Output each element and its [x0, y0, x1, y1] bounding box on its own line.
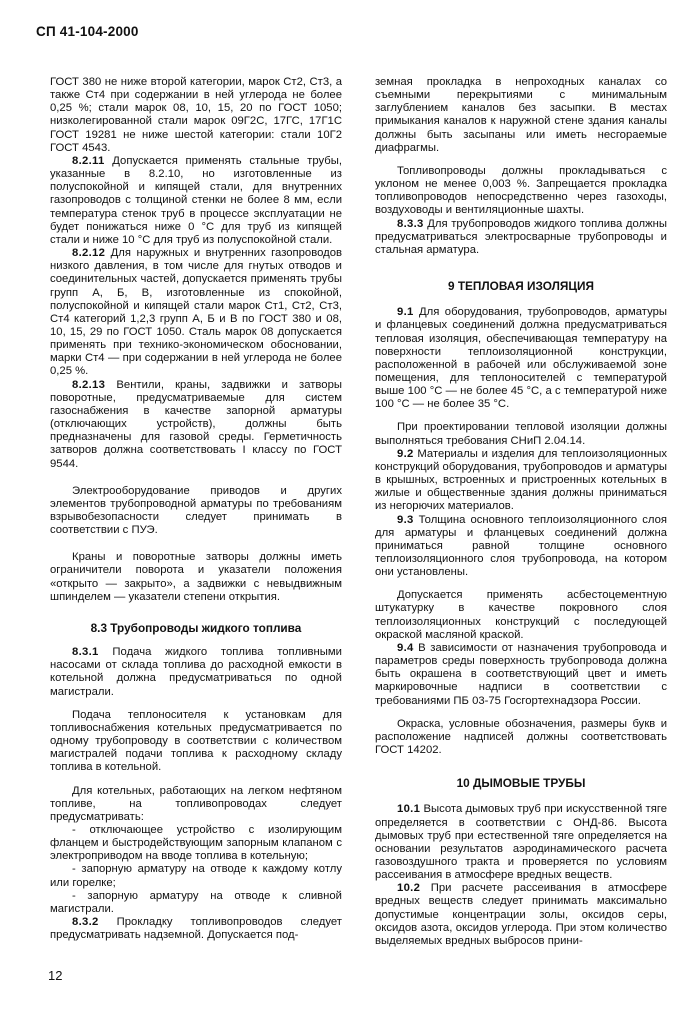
paragraph-10-2 — [375, 882, 667, 948]
page-number: 12 — [48, 968, 63, 983]
list-item: - отключающее устройство с изолирующим фланцем и быстродействующим запорным клапаном с электроприводом на вводе топлива в котельную; — [50, 823, 342, 863]
clause-number: 8.3.2 — [72, 916, 99, 929]
right-column — [375, 76, 667, 948]
clause-text: Вентили, краны, задвижки и затворы поворотные, предусматриваемые для систем газоснабжения в качестве запорной арматуры (отключающих устройств), должны быть предназначены для газовой среды. Герметичность затворов должна соответствовать I классу по ГОСТ 9544. — [50, 378, 342, 470]
paragraph-cranes: Краны и поворотные затворы должны иметь ограничители поворота и указатели положения «открыто — закрыто», а задвижки с невыдвижным шпинделем — указатели степени открытия. — [50, 551, 342, 603]
paragraph-continuation: земная прокладка в непроходных каналах со съемными перекрытиями с минимальным заглублением каналов без засыпки. В местах примыкания каналов к наружной стене здания каналы должны быть засыпаны или иметь несгораемые диафрагмы. — [375, 76, 667, 154]
clause-text: Для трубопроводов жидкого топлива должны предусматриваться электросварные трубопроводы и стальная арматура. — [375, 217, 667, 256]
paragraph-8-3-1 — [50, 646, 342, 699]
clause-text: Для наружных и внутренних газопроводов низкого давления, в том числе для гнутых отводов и соединительных частей, допускается применять трубы групп А, Б, В, изготовленные из спокойной, полуспокойной и кипящей стали марок Ст1, Ст2, Ст3, Ст4 категорий 1,2,3 групп А, Б и В по ГОСТ 380 и 08, 10, 15, 29 по ГОСТ 1050. Сталь марок 08 допускается применять при технико-экономическом обосновании, марки Ст4 — при содержании в ней углерода не более 0,25 %. — [50, 247, 342, 378]
document-code-header: СП 41-104-2000 — [36, 24, 139, 39]
paragraph-coolant-supply: Подача теплоносителя к установкам для топливоснабжения котельных предусматривается по одному трубопроводу в соответствии с количеством магистралей подачи топлива к расходному складу топлива в котельной. — [50, 708, 342, 774]
clause-text: Материалы и изделия для теплоизоляционных конструкций оборудования, трубопроводов и арматуры в крышных, встроенных и пристроенных котельных в жилые и общественные здания должны приниматься из негорючих материалов. — [375, 447, 667, 513]
clause-number: 8.3.1 — [72, 646, 99, 659]
paragraph-light-fuel: Для котельных, работающих на легком нефтяном топливе, на топливопроводах следует предусматривать: — [50, 784, 342, 823]
section-heading-9: 9 ТЕПЛОВАЯ ИЗОЛЯЦИЯ — [448, 279, 594, 294]
list-item: - запорную арматуру на отводе к сливной магистрали. — [50, 889, 342, 915]
paragraph-10-1 — [375, 803, 667, 882]
clause-text: В зависимости от назначения трубопровода и параметров среды поверхность трубопровода должна быть окрашена в соответствующий цвет и иметь маркировочные надписи в соответствии с требованиями ПБ 03-75 Госгортехнадзора России. — [375, 641, 667, 707]
clause-text: Для оборудования, трубопроводов, арматуры и фланцевых соединений должна предусматриваться тепловая изоляция, обеспечивающая температуру на поверхности теплоизоляционной конструкции, расположенной в рабочей или обслуживаемой зоне помещения, для теплоносителей с температурой выше 100 °С — не более 45 °С, а с температурой ниже 100 °С — не более 35 °С. — [375, 306, 667, 411]
clause-number: 9.2 — [397, 447, 414, 460]
paragraph-9-2 — [375, 448, 667, 514]
paragraph-9-1 — [375, 306, 667, 411]
paragraph-9-3 — [375, 514, 667, 580]
paragraph-slope: Топливопроводы должны прокладываться с уклоном не менее 0,003 %. Запрещается прокладка топливопроводов непосредственно через газоходы, воздуховоды и вентиляционные шахты. — [375, 164, 667, 217]
clause-number: 8.2.12 — [72, 247, 106, 260]
paragraph-8-2-13 — [50, 379, 342, 471]
left-column — [50, 76, 342, 942]
clause-text: Высота дымовых труб при искусственной тяге определяется в соответствии с ОНД-86. Высота дымовых труб при естественной тяге определяется на основании результатов аэродинамического расчета газовоздушного тракта и проверяется по условиям рассеивания в атмосфере вредных веществ. — [375, 803, 667, 882]
clause-text: При расчете рассеивания в атмосфере вредных веществ следует принимать максимально допустимые концентрации золы, оксидов серы, оксидов азота, оксидов углерода. При этом количество выделяемых вредных выбросов прини- — [375, 882, 667, 947]
paragraph-8-2-11 — [50, 155, 342, 247]
section-heading-10: 10 ДЫМОВЫЕ ТРУБЫ — [456, 776, 586, 791]
clause-number: 8.3.3 — [397, 217, 424, 230]
clause-text: Прокладку топливопроводов следует предусматривать надземной. Допускается под- — [50, 916, 342, 942]
list-item: - запорную арматуру на отводе к каждому котлу или горелке; — [50, 863, 342, 889]
clause-number: 8.2.11 — [72, 154, 105, 167]
clause-number: 9.4 — [397, 641, 414, 654]
paragraph-asbestos: Допускается применять асбестоцементную штукатурку в качестве покровного слоя теплоизоляционных конструкций с последующей окраской масляной краской. — [375, 589, 667, 641]
paragraph-8-3-3 — [375, 218, 667, 257]
clause-number: 10.1 — [397, 803, 421, 816]
clause-number: 9.1 — [397, 306, 414, 319]
paragraph-continuation: ГОСТ 380 не ниже второй категории, марок Ст2, Ст3, а также Ст4 при содержании в ней углерода не более 0,25 %; стали марок 08, 10, 15, 20 по ГОСТ 1050; низколегированной стали марок 09Г2С, 17ГС, 17Г1С ГОСТ 19281 не ниже шестой категории: стали 10Г2 ГОСТ 4543. — [50, 76, 342, 154]
paragraph-painting: Окраска, условные обозначения, размеры букв и расположение надписей должны соответствовать ГОСТ 14202. — [375, 717, 667, 757]
paragraph-electrical: Электрооборудование приводов и других элементов трубопроводной арматуры по требованиям взрывобезопасности следует принимать в соответствии с ПУЭ. — [50, 484, 342, 537]
paragraph-snip: При проектировании тепловой изоляции должны выполняться требования СНиП 2.04.14. — [375, 421, 667, 447]
clause-text: Допускается применять стальные трубы, указанные в 8.2.10, но изготовленные из полуспокойной и кипящей стали, для внутренних газопроводов с толщиной стенки не более 8 мм, если температура стенок труб в процессе эксплуатации не будет понижаться ниже 0 °С для труб из кипящей стали и ниже 10 °С для труб из полуспокойной стали. — [50, 154, 342, 246]
clause-text: Подача жидкого топлива топливными насосами от склада топлива до расходной емкости в котельной должна предусматриваться по одной магистрали. — [50, 646, 342, 698]
paragraph-8-3-2 — [50, 916, 342, 942]
section-heading-8-3: 8.3 Трубопроводы жидкого топлива — [90, 620, 302, 635]
clause-text: Толщина основного теплоизоляционного слоя для арматуры и фланцевых соединений должна приниматься равной толщине основного теплоизоляционного слоя трубопровода, на котором они установлены. — [375, 513, 667, 579]
clause-number: 9.3 — [397, 513, 414, 526]
clause-number: 10.2 — [397, 882, 421, 895]
clause-number: 8.2.13 — [72, 378, 106, 391]
paragraph-9-4 — [375, 642, 667, 708]
paragraph-8-2-12 — [50, 247, 342, 379]
